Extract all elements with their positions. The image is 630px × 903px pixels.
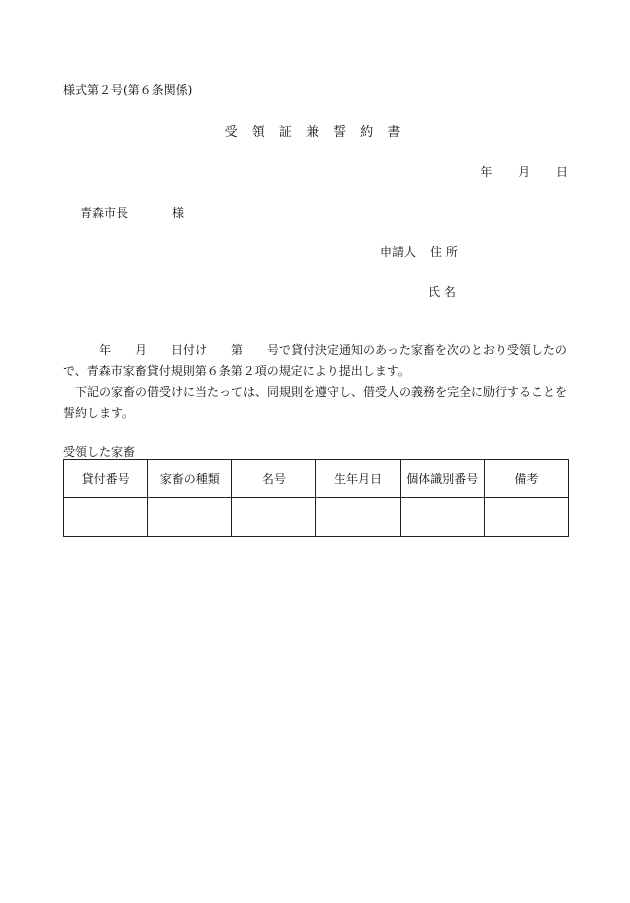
addressee-honorific: 様 xyxy=(172,206,185,220)
body-paragraph-1: 年 月 日付け 第 号で貸付決定通知のあった家畜を次のとおり受領したので、青森市家畜貸付規則第６条第２項の規定により提出します。 xyxy=(63,343,567,378)
addressee-name: 青森市長 xyxy=(80,206,129,220)
body-paragraph-2: 下記の家畜の借受けに当たっては、同規則を遵守し、借受人の義務を完全に励行することを誓約します。 xyxy=(63,385,568,420)
form-number: 様式第２号(第６条関係) xyxy=(63,83,193,97)
cell-animal-name[interactable] xyxy=(232,498,316,537)
header-individual-id: 個体識別番号 xyxy=(400,460,484,498)
cell-birth-date[interactable] xyxy=(316,498,400,537)
header-livestock-type: 家畜の種類 xyxy=(148,460,232,498)
header-remarks: 備考 xyxy=(484,460,568,498)
date-day: 日 xyxy=(555,165,568,179)
body-text xyxy=(63,340,569,424)
address-label: 住 所 xyxy=(430,245,458,259)
header-animal-name: 名号 xyxy=(232,460,316,498)
date-year: 年 xyxy=(480,165,493,179)
table-header-row xyxy=(64,460,569,498)
date-month: 月 xyxy=(518,165,531,179)
document-title: 受 領 証 兼 誓 約 書 xyxy=(224,125,406,140)
cell-remarks[interactable] xyxy=(484,498,568,537)
applicant-address xyxy=(380,243,458,260)
cell-livestock-type[interactable] xyxy=(148,498,232,537)
cell-loan-number[interactable] xyxy=(64,498,148,537)
applicant-name xyxy=(428,283,456,300)
header-loan-number: 貸付番号 xyxy=(64,460,148,498)
cell-individual-id[interactable] xyxy=(400,498,484,537)
applicant-role: 申請人 xyxy=(380,245,417,259)
table-row xyxy=(64,498,569,537)
name-label: 氏 名 xyxy=(428,285,456,299)
table-caption: 受領した家畜 xyxy=(63,445,136,459)
date-line xyxy=(458,163,568,180)
header-birth-date: 生年月日 xyxy=(316,460,400,498)
addressee xyxy=(80,204,184,221)
livestock-table xyxy=(63,459,569,537)
